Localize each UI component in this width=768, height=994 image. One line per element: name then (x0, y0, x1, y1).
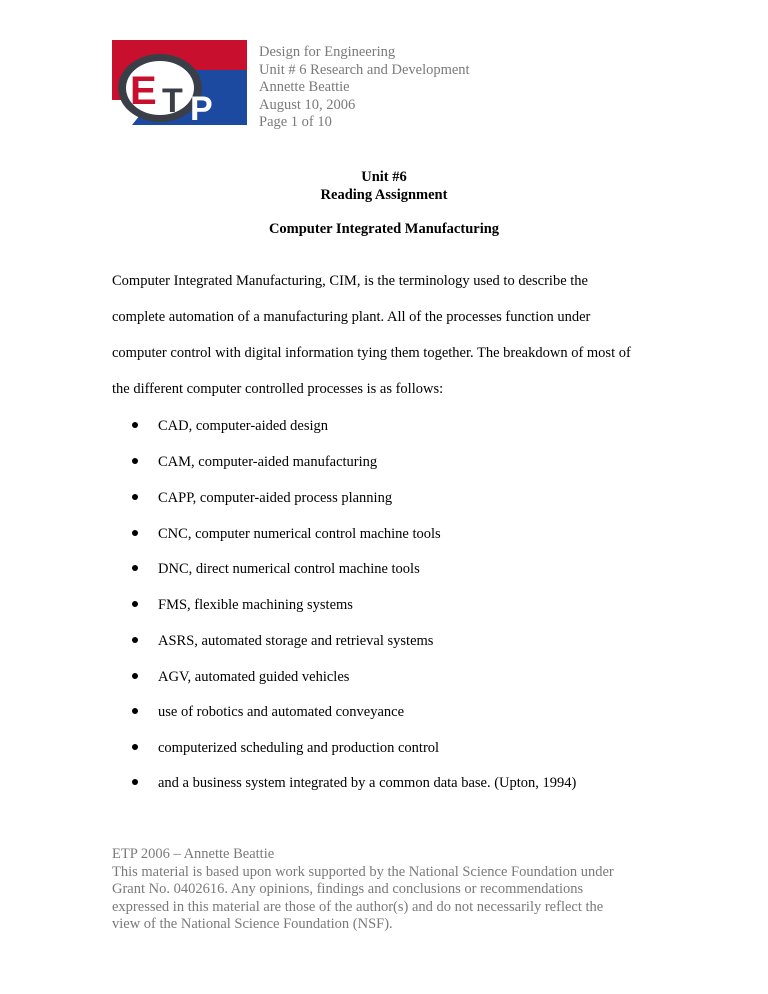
bullet-icon (132, 530, 138, 536)
bullet-icon (132, 779, 138, 785)
paragraph-line: Computer Integrated Manufacturing, CIM, is the terminology used to describe the (112, 273, 588, 289)
list-item-text: and a business system integrated by a common data base. (Upton, 1994) (158, 775, 577, 791)
list-item-text: CAPP, computer-aided process planning (158, 490, 393, 506)
paragraph-line: complete automation of a manufacturing plant. All of the processes function under (112, 309, 591, 325)
header-author: Annette Beattie (259, 79, 350, 96)
document-footer (112, 846, 614, 934)
list-item-text: AGV, automated guided vehicles (158, 669, 350, 685)
topic-title: Computer Integrated Manufacturing (268, 221, 500, 237)
header-course: Design for Engineering (259, 44, 396, 60)
list-item-text: FMS, flexible machining systems (158, 597, 353, 613)
unit-title: Unit #6 (361, 169, 407, 185)
list-item-text: ASRS, automated storage and retrieval systems (158, 633, 434, 649)
svg-text:E: E (130, 69, 157, 113)
list-item-text: CAD, computer-aided design (158, 418, 329, 434)
header-date: August 10, 2006 (259, 96, 356, 113)
intro-paragraph (112, 263, 672, 407)
header-page: Page 1 of 10 (259, 114, 332, 131)
svg-text:P: P (190, 90, 213, 125)
bullet-icon (132, 708, 138, 714)
footer-line: view of the National Science Foundation (NSF). (112, 916, 393, 933)
bullet-icon (132, 744, 138, 750)
footer-line: expressed in this material are those of the author(s) and do not necessarily reflect the (112, 898, 604, 915)
bullet-icon (132, 601, 138, 607)
list-item-text: CNC, computer numerical control machine tools (158, 526, 441, 542)
footer-line: This material is based upon work supported by the National Science Foundation under (112, 863, 614, 880)
list-item-text: DNC, direct numerical control machine tools (158, 561, 420, 577)
list-item-text: use of robotics and automated conveyance (158, 704, 405, 720)
bullet-icon (132, 565, 138, 571)
bullet-icon (132, 422, 138, 428)
bullet-icon (132, 637, 138, 643)
bullet-icon (132, 673, 138, 679)
list-item-text: computerized scheduling and production control (158, 740, 440, 756)
document-header (259, 44, 470, 132)
bullet-icon (132, 458, 138, 464)
list-item-text: CAM, computer-aided manufacturing (158, 454, 378, 470)
assignment-subtitle: Reading Assignment (320, 186, 448, 203)
header-unit: Unit # 6 Research and Development (259, 61, 470, 78)
footer-line: ETP 2006 – Annette Beattie (112, 846, 275, 862)
etp-logo (112, 40, 247, 125)
paragraph-line: computer control with digital information tying them together. The breakdown of most of (112, 345, 631, 361)
footer-line: Grant No. 0402616. Any opinions, findings and conclusions or recommendations (112, 881, 584, 898)
bullet-icon (132, 494, 138, 500)
svg-text:T: T (162, 82, 183, 120)
paragraph-line: the different computer controlled processes is as follows: (112, 381, 444, 397)
title-block (0, 169, 768, 204)
